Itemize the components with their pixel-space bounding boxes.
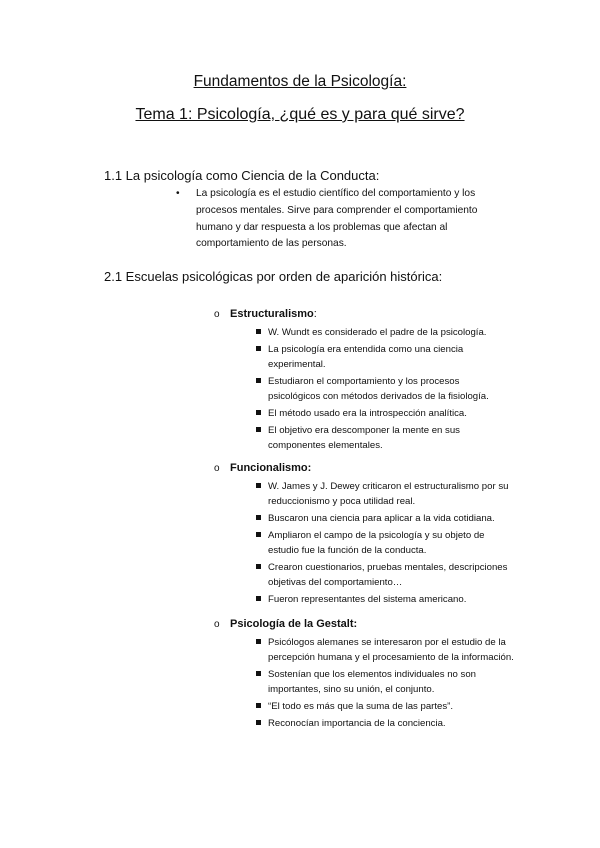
section-1-text: La psicología es el estudio científico del comportamiento y los procesos mentales. Sirve para comprender el comportamiento humano y dar respuesta a los problemas que afectan al comportamiento de las personas.	[196, 188, 478, 250]
list-item: Psicólogos alemanes se interesaron por el estudio de la percepción humana y el procesamiento de la información.	[254, 635, 514, 665]
list-item: Fueron representantes del sistema americano.	[254, 592, 514, 607]
school-points-list	[254, 325, 514, 455]
school-points-list	[254, 635, 514, 733]
square-bullet-icon	[256, 639, 261, 644]
square-bullet-icon	[256, 515, 261, 520]
circle-bullet-icon: o	[214, 463, 220, 474]
circle-bullet-icon: o	[214, 619, 220, 630]
document-subtitle: Tema 1: Psicología, ¿qué es y para qué sirve?	[135, 106, 465, 123]
square-bullet-icon	[256, 720, 261, 725]
square-bullet-icon	[256, 410, 261, 415]
document-title: Fundamentos de la Psicología:	[193, 73, 407, 90]
list-item: W. James y J. Dewey criticaron el estructuralismo por su reduccionismo y poca utilidad real.	[254, 479, 514, 509]
square-bullet-icon	[256, 427, 261, 432]
list-item: El método usado era la introspección analítica.	[254, 406, 514, 421]
section-1-body	[176, 186, 506, 253]
list-item: W. Wundt es considerado el padre de la psicología.	[254, 325, 514, 340]
circle-bullet-icon: o	[214, 309, 220, 320]
list-item: Sostenían que los elementos individuales no son importantes, sino su unión, el conjunto.	[254, 667, 514, 697]
square-bullet-icon	[256, 378, 261, 383]
list-item: Crearon cuestionarios, pruebas mentales, descripciones objetivas del comportamiento…	[254, 560, 514, 590]
square-bullet-icon	[256, 532, 261, 537]
section-1-heading: 1.1 La psicología como Ciencia de la Conducta:	[104, 168, 380, 183]
square-bullet-icon	[256, 671, 261, 676]
list-item: El objetivo era descomponer la mente en sus componentes elementales.	[254, 423, 514, 453]
list-item: Reconocían importancia de la conciencia.	[254, 716, 514, 731]
list-item: Ampliaron el campo de la psicología y su objeto de estudio fue la función de la conducta.	[254, 528, 514, 558]
square-bullet-icon	[256, 329, 261, 334]
square-bullet-icon	[256, 564, 261, 569]
school-name: Psicología de la Gestalt:	[230, 618, 358, 630]
list-item: La psicología era entendida como una ciencia experimental.	[254, 342, 514, 372]
bullet-dot-icon: •	[176, 188, 180, 199]
section-2-heading: 2.1 Escuelas psicológicas por orden de aparición histórica:	[104, 269, 443, 284]
square-bullet-icon	[256, 596, 261, 601]
square-bullet-icon	[256, 703, 261, 708]
list-item: Estudiaron el comportamiento y los procesos psicológicos con métodos derivados de la fisiología.	[254, 374, 514, 404]
school-name: Estructuralismo:	[230, 308, 317, 320]
square-bullet-icon	[256, 346, 261, 351]
square-bullet-icon	[256, 483, 261, 488]
school-name: Funcionalismo:	[230, 462, 312, 474]
school-points-list	[254, 479, 514, 609]
list-item: “El todo es más que la suma de las partes”.	[254, 699, 514, 714]
list-item: Buscaron una ciencia para aplicar a la vida cotidiana.	[254, 511, 514, 526]
